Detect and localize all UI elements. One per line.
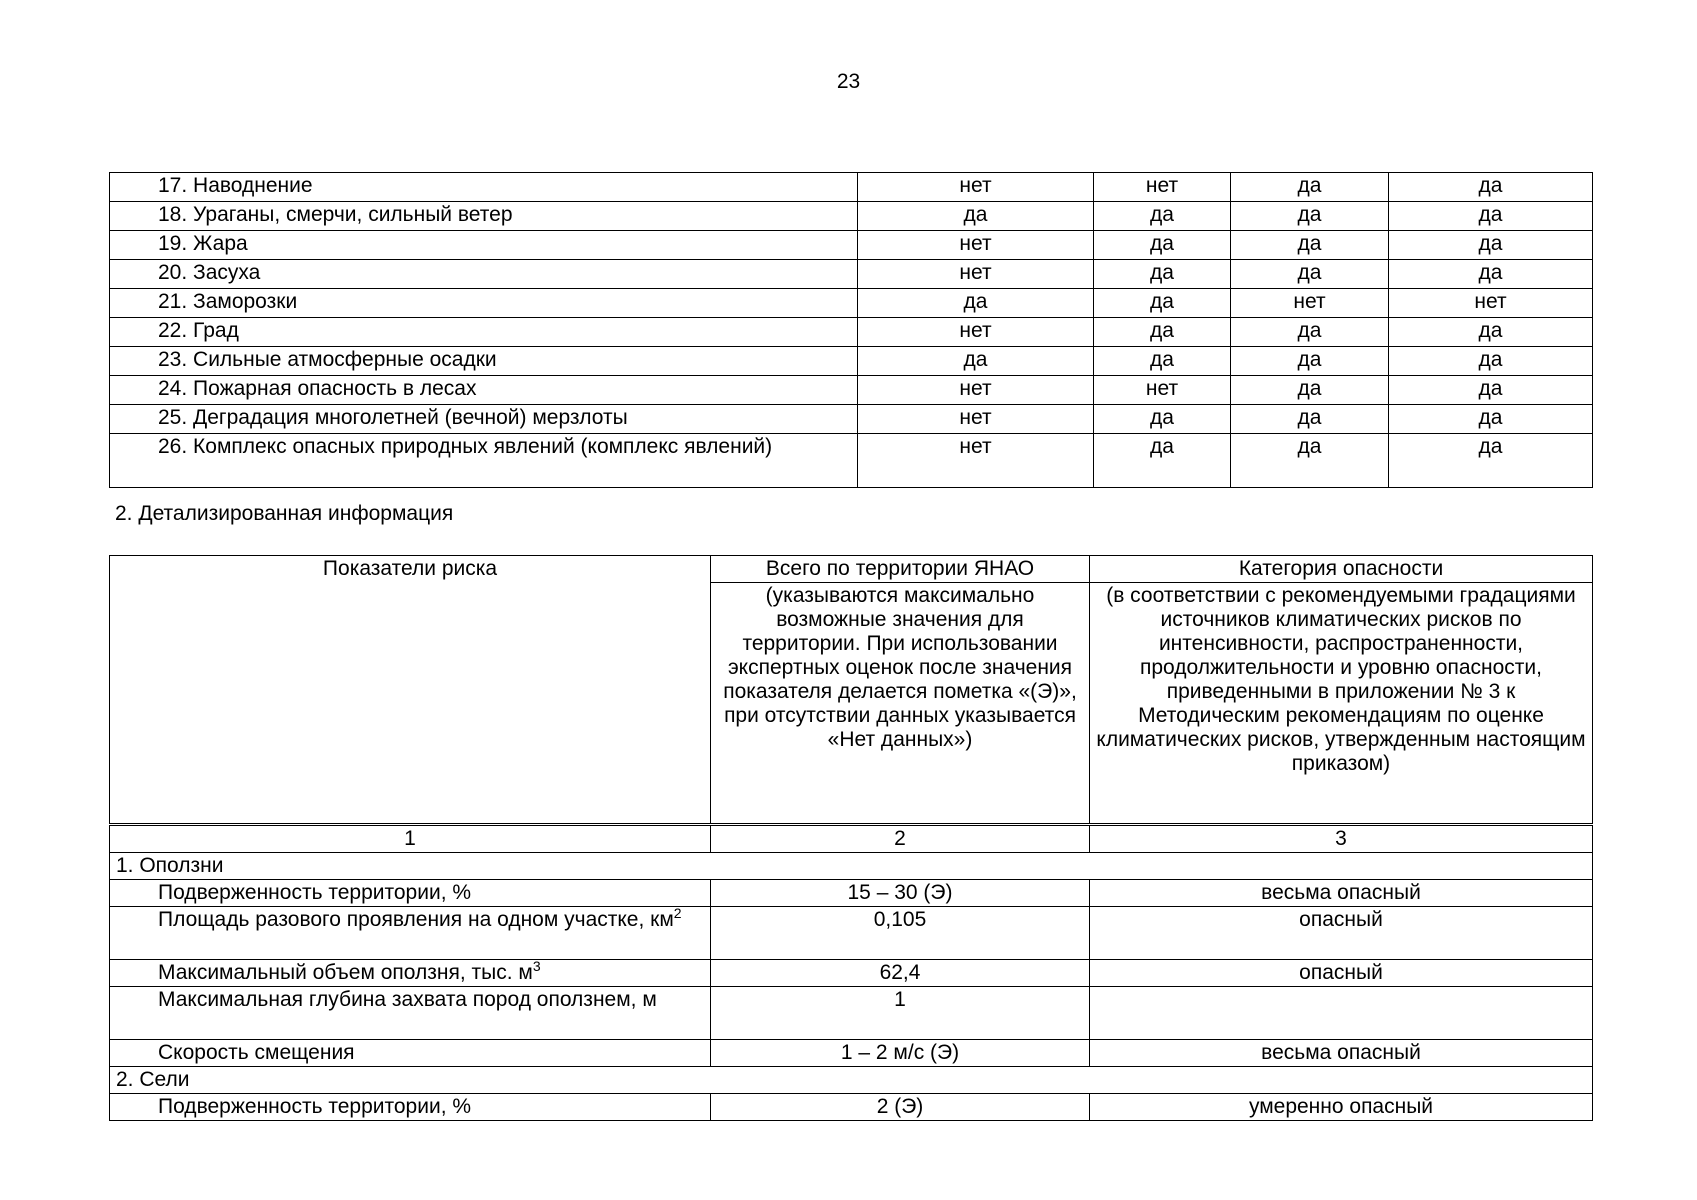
section-row xyxy=(110,1067,1593,1094)
table-row xyxy=(110,434,1593,488)
hazard-value: нет xyxy=(858,434,1094,488)
hazard-value: да xyxy=(1389,376,1593,405)
section-title: 1. Оползни xyxy=(110,853,1593,880)
hazard-presence-table xyxy=(109,172,1593,488)
table-row xyxy=(110,376,1593,405)
section-title: 2. Сели xyxy=(110,1067,1593,1094)
indicator-value: 2 (Э) xyxy=(711,1094,1090,1121)
hazard-value: да xyxy=(1389,318,1593,347)
hazard-value: нет xyxy=(858,231,1094,260)
hazard-value: да xyxy=(1231,405,1389,434)
hazard-value: да xyxy=(1231,173,1389,202)
indicator-name: Максимальный объем оползня, тыс. м xyxy=(158,961,533,984)
table-row xyxy=(110,347,1593,376)
table-row xyxy=(110,405,1593,434)
hazard-value: да xyxy=(858,202,1094,231)
detailed-info-table xyxy=(109,555,1593,1121)
table-row xyxy=(110,289,1593,318)
hazard-value: да xyxy=(1094,347,1231,376)
indicator-value: 1 – 2 м/с (Э) xyxy=(711,1040,1090,1067)
hazard-value: нет xyxy=(1231,289,1389,318)
hazard-name: 23. Сильные атмосферные осадки xyxy=(110,347,858,376)
indicator-cell xyxy=(110,907,711,960)
hazard-value: да xyxy=(1094,231,1231,260)
indicator-value: 0,105 xyxy=(711,907,1090,960)
page-number: 23 xyxy=(836,70,861,93)
hazard-value: да xyxy=(1389,231,1593,260)
hazard-value: да xyxy=(858,289,1094,318)
hazard-category: опасный xyxy=(1090,960,1593,987)
table-row xyxy=(110,1040,1593,1067)
hazard-value: да xyxy=(1231,376,1389,405)
header-total-territory-note: (указываются максимально возможные значения для территории. При использовании экспертных оценок после значения показателя делается пометка «(Э)», при отсутствии данных указывается «Нет данных») xyxy=(711,583,1090,825)
column-number: 1 xyxy=(110,825,711,853)
column-number: 3 xyxy=(1090,825,1593,853)
table-header-row xyxy=(110,556,1593,583)
hazard-category: весьма опасный xyxy=(1090,1040,1593,1067)
unit-superscript: 2 xyxy=(673,905,682,921)
header-risk-indicators: Показатели риска xyxy=(110,556,711,825)
hazard-name: 25. Деградация многолетней (вечной) мерзлоты xyxy=(110,405,858,434)
hazard-category: весьма опасный xyxy=(1090,880,1593,907)
hazard-value: да xyxy=(858,347,1094,376)
hazard-value: да xyxy=(1389,434,1593,488)
hazard-value: нет xyxy=(1094,173,1231,202)
header-total-territory: Всего по территории ЯНАО xyxy=(711,556,1090,583)
header-hazard-category-note: (в соответствии с рекомендуемыми градациями источников климатических рисков по интенсивности, распространенности, продолжительности и уровню опасности, приведенными в приложении № 3 к Методическим рекомендациям по оценке климатических рисков, утвержденным настоящим приказом) xyxy=(1090,583,1593,825)
hazard-name: 19. Жара xyxy=(110,231,858,260)
indicator-cell xyxy=(110,960,711,987)
column-number: 2 xyxy=(711,825,1090,853)
hazard-category xyxy=(1090,987,1593,1040)
indicator-value: 1 xyxy=(711,987,1090,1040)
hazard-name: 22. Град xyxy=(110,318,858,347)
hazard-value: да xyxy=(1094,202,1231,231)
header-hazard-category: Категория опасности xyxy=(1090,556,1593,583)
indicator-cell xyxy=(110,880,711,907)
hazard-value: нет xyxy=(858,318,1094,347)
table-row xyxy=(110,202,1593,231)
indicator-name: Площадь разового проявления на одном участке, км xyxy=(158,908,674,931)
hazard-value: да xyxy=(1231,434,1389,488)
hazard-value: да xyxy=(1389,202,1593,231)
hazard-value: да xyxy=(1094,260,1231,289)
indicator-name: Максимальная глубина захвата пород оползнем, м xyxy=(158,988,657,1011)
indicator-name: Подверженность территории, % xyxy=(158,1095,472,1118)
indicator-cell xyxy=(110,987,711,1040)
hazard-value: нет xyxy=(858,405,1094,434)
hazard-value: да xyxy=(1231,318,1389,347)
hazard-value: да xyxy=(1094,405,1231,434)
indicator-name: Скорость смещения xyxy=(158,1041,355,1064)
hazard-name: 18. Ураганы, смерчи, сильный ветер xyxy=(110,202,858,231)
hazard-value: да xyxy=(1389,347,1593,376)
hazard-value: да xyxy=(1231,231,1389,260)
hazard-name: 26. Комплекс опасных природных явлений (комплекс явлений) xyxy=(110,434,858,488)
table-row xyxy=(110,960,1593,987)
indicator-cell xyxy=(110,1094,711,1121)
hazard-value: да xyxy=(1094,289,1231,318)
section-row xyxy=(110,853,1593,880)
hazard-value: нет xyxy=(858,173,1094,202)
indicator-cell xyxy=(110,1040,711,1067)
indicator-value: 62,4 xyxy=(711,960,1090,987)
hazard-name: 17. Наводнение xyxy=(110,173,858,202)
hazard-value: нет xyxy=(858,376,1094,405)
table-row xyxy=(110,231,1593,260)
hazard-value: да xyxy=(1231,260,1389,289)
table-row xyxy=(110,173,1593,202)
hazard-value: нет xyxy=(1094,376,1231,405)
table-row xyxy=(110,907,1593,960)
hazard-value: да xyxy=(1231,202,1389,231)
hazard-value: да xyxy=(1389,260,1593,289)
hazard-category: умеренно опасный xyxy=(1090,1094,1593,1121)
hazard-value: да xyxy=(1094,434,1231,488)
hazard-value: да xyxy=(1231,347,1389,376)
column-numbers-row xyxy=(110,825,1593,853)
hazard-value: нет xyxy=(1389,289,1593,318)
hazard-value: да xyxy=(1094,318,1231,347)
hazard-value: да xyxy=(1389,173,1593,202)
table-row xyxy=(110,987,1593,1040)
hazard-value: да xyxy=(1389,405,1593,434)
table-row xyxy=(110,318,1593,347)
section-heading: 2. Детализированная информация xyxy=(115,502,454,525)
table-row xyxy=(110,1094,1593,1121)
hazard-name: 24. Пожарная опасность в лесах xyxy=(110,376,858,405)
table-row xyxy=(110,260,1593,289)
hazard-value: нет xyxy=(858,260,1094,289)
table-row xyxy=(110,880,1593,907)
indicator-name: Подверженность территории, % xyxy=(158,881,472,904)
unit-superscript: 3 xyxy=(532,958,541,974)
hazard-name: 21. Заморозки xyxy=(110,289,858,318)
hazard-name: 20. Засуха xyxy=(110,260,858,289)
indicator-value: 15 – 30 (Э) xyxy=(711,880,1090,907)
hazard-category: опасный xyxy=(1090,907,1593,960)
